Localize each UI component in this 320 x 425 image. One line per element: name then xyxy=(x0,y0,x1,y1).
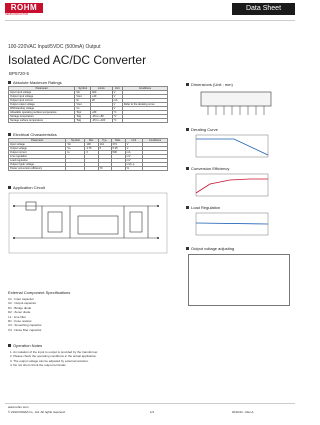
table-cell: Vin xyxy=(66,143,85,147)
table-cell: Input input voltage xyxy=(9,91,75,95)
table-cell: Topr xyxy=(75,111,91,115)
elec-table xyxy=(8,138,168,171)
dims-heading: Dimensions (Unit : mm) xyxy=(186,82,233,87)
table-cell: Tstg xyxy=(75,115,91,119)
table-cell: Output ripple voltage xyxy=(9,163,66,167)
table-cell: Vs xyxy=(75,107,91,111)
table-cell: -25 to +100 xyxy=(90,119,112,123)
table-header-cell: Limits xyxy=(90,87,112,91)
table-cell: Line regulation xyxy=(9,155,66,159)
table-cell: +20 xyxy=(90,95,112,99)
list-item: D1 : Bridge diode xyxy=(8,305,32,310)
list-item: 1. An isolation of the input to output is provided by the transformer. xyxy=(10,350,99,354)
table-cell: °C xyxy=(112,111,122,115)
list-item: L1 : Line filter xyxy=(8,314,27,319)
table-cell: Allowable operating surface temperature xyxy=(9,111,75,115)
doc-subtitle: 100-220VAC Input/5VDC (500mA) Output xyxy=(8,44,101,50)
list-item: 4. Do not short circuit the output terminals. xyxy=(10,363,67,368)
table-cell: 5 xyxy=(98,147,111,151)
table-cell: V xyxy=(125,147,142,151)
table-cell: 4.75 xyxy=(85,147,98,151)
elec-heading: Electrical Characteristics xyxy=(8,132,57,137)
table-header-cell: Symbol xyxy=(75,87,91,91)
efficiency-chart xyxy=(190,173,270,199)
table-cell: Output voltage xyxy=(9,147,66,151)
datasheet-badge: Data Sheet xyxy=(232,3,295,15)
footer-divider xyxy=(5,403,295,404)
table-cell: V xyxy=(112,91,122,95)
table-cell: 500 xyxy=(111,151,125,155)
table-cell: 400 xyxy=(90,91,112,95)
doc-title: Isolated AC/DC Converter xyxy=(8,53,147,67)
table-header-cell: Parameter xyxy=(9,139,66,143)
ext-comp-list xyxy=(8,297,168,332)
page-header xyxy=(0,0,300,18)
table-cell: Vout xyxy=(75,103,91,107)
table-cell: Storage surface temperature xyxy=(9,119,75,123)
table-cell: Output input voltage xyxy=(9,95,75,99)
derating-heading: Derating Curve xyxy=(186,127,218,132)
table-cell xyxy=(111,167,125,171)
table-cell: °C xyxy=(112,115,122,119)
table-cell: Output current xyxy=(9,151,66,155)
table-cell: Power conversion efficiency xyxy=(9,167,66,171)
notes-list xyxy=(10,350,210,368)
table-cell: Vout xyxy=(75,95,91,99)
table-cell: 100 xyxy=(85,143,98,147)
table-cell: -25 to +80 xyxy=(90,115,112,119)
list-item: D2 : Zener diode xyxy=(8,310,31,315)
list-item: 3. The output voltage can be adjusted by external resistors. xyxy=(10,358,89,363)
table-cell: 141 xyxy=(98,143,111,147)
table-header-cell: Conditions xyxy=(143,139,168,143)
abs-max-heading: Absolute Maximum Ratings xyxy=(8,80,62,85)
table-cell: Iin xyxy=(75,99,91,103)
table-header-cell: Unit xyxy=(112,87,122,91)
table-cell: Tstg xyxy=(75,119,91,123)
table-cell: Io xyxy=(66,151,85,155)
abs-max-table xyxy=(8,86,168,123)
table-cell: Vo xyxy=(66,147,85,151)
footer-url[interactable]: www.rohm.com xyxy=(8,405,29,409)
table-header-cell: Typ. xyxy=(98,139,111,143)
footer-page: 1/1 xyxy=(150,410,155,414)
outv-adjust-box xyxy=(188,254,290,306)
table-cell: 20 xyxy=(90,99,112,103)
table-cell: 0 xyxy=(85,151,98,155)
table-header-cell: Min. xyxy=(85,139,98,143)
table-cell xyxy=(122,119,167,123)
table-header-cell: Parameter xyxy=(9,87,75,91)
list-item: C3 : Smoothing capacitor xyxy=(8,323,42,328)
table-cell: 70 xyxy=(98,167,111,171)
table-cell: Output output voltage xyxy=(9,103,75,107)
outv-heading: Output voltage adjusting xyxy=(186,246,234,251)
efficiency-heading: Conversion Efficiency xyxy=(186,166,229,171)
footer-date-rev: 2010.01 - Rev.A xyxy=(232,410,254,414)
application-circuit-diagram xyxy=(8,192,168,254)
table-cell: °C xyxy=(112,119,122,123)
ext-comp-heading: External Component Specifications xyxy=(8,290,71,295)
table-header-cell: Max. xyxy=(111,139,125,143)
table-cell xyxy=(85,167,98,171)
table-cell: Input voltage xyxy=(9,143,66,147)
table-cell: 5.25 xyxy=(111,147,125,151)
rohm-logo: ROHM xyxy=(5,3,43,13)
table-cell: Output input current xyxy=(9,99,75,103)
table-header-cell: Unit xyxy=(125,139,142,143)
table-cell: mVp-p xyxy=(125,163,142,167)
table-cell: V xyxy=(112,103,122,107)
table-cell: % xyxy=(125,167,142,171)
table-cell: mV xyxy=(125,159,142,163)
table-cell: V xyxy=(125,143,142,147)
table-cell: V xyxy=(112,107,122,111)
header-divider xyxy=(5,20,295,21)
table-cell: mA xyxy=(125,151,142,155)
derating-curve-chart xyxy=(190,134,270,160)
table-cell: 374 xyxy=(111,143,125,147)
table-cell: +80 xyxy=(90,111,112,115)
list-item: R1 : Fuse resistor xyxy=(8,319,32,324)
app-circuit-heading: Application Circuit xyxy=(8,185,45,190)
notes-heading: Operation Notes xyxy=(8,343,42,348)
table-cell: Withstanding voltage xyxy=(9,107,75,111)
footer-copyright: © 2010 ROHM Co., Ltd. All rights reserved. xyxy=(8,410,66,414)
table-header-cell: Conditions xyxy=(122,87,167,91)
table-cell: Storage temperature xyxy=(9,115,75,119)
table-cell: V xyxy=(112,95,122,99)
list-item: C1 : Input capacitor xyxy=(8,297,35,301)
list-item: C2 : Output capacitor xyxy=(8,301,37,306)
dimensions-drawing xyxy=(186,88,286,120)
logo-subtitle: SEMICONDUCTOR xyxy=(5,13,29,16)
load-reg-heading: Load Regulation xyxy=(186,205,220,210)
model-number: BP5720-5 xyxy=(9,71,30,76)
table-cell xyxy=(143,167,168,171)
table-cell: Load regulation xyxy=(9,159,66,163)
table-cell: Vin xyxy=(75,91,91,95)
table-cell xyxy=(66,167,85,171)
table-header-cell: Symbol xyxy=(66,139,85,143)
table-cell: mA xyxy=(112,99,122,103)
table-cell: Refer to the derating curve xyxy=(122,103,167,107)
table-cell: mV xyxy=(125,155,142,159)
load-regulation-chart xyxy=(190,212,270,238)
table-row xyxy=(9,119,168,123)
list-item: 2. Please check the operating conditions in the actual application. xyxy=(10,354,97,359)
list-item: C4 : Noise filter capacitor xyxy=(8,327,42,332)
table-row xyxy=(9,167,168,171)
